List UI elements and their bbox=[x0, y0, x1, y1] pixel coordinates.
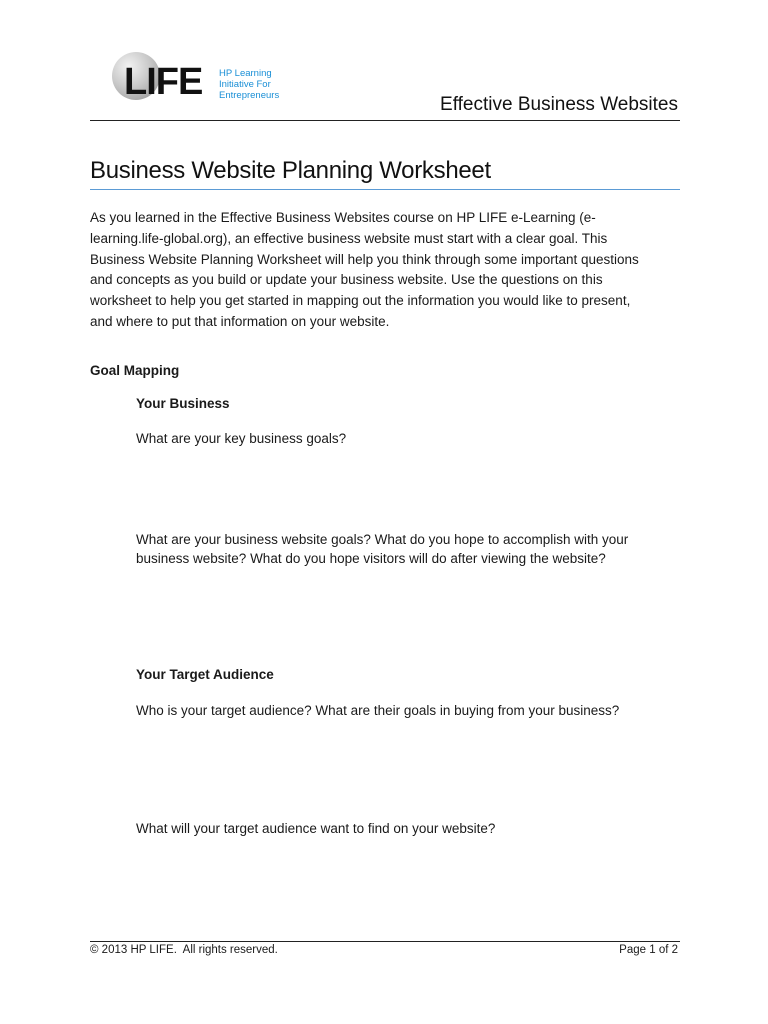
page-title: Business Website Planning Worksheet bbox=[90, 157, 491, 184]
question-key-business-goals bbox=[136, 429, 676, 448]
intro-line: and concepts as you build or update your business website. Use the questions on this bbox=[90, 272, 603, 288]
logo-tagline bbox=[219, 68, 299, 101]
subsection-heading-your-business: Your Business bbox=[136, 396, 230, 411]
logo-wordmark: LIFE bbox=[124, 61, 203, 103]
intro-line: worksheet to help you get started in mapping out the information you would like to present, bbox=[90, 293, 631, 309]
course-title: Effective Business Websites bbox=[440, 94, 678, 115]
question-line: What are your key business goals? bbox=[136, 431, 347, 446]
question-line: business website? What do you hope visitors will do after viewing the website? bbox=[136, 551, 606, 566]
subsection-heading-target-audience: Your Target Audience bbox=[136, 667, 274, 682]
intro-line: and where to put that information on your website. bbox=[90, 313, 390, 329]
intro-paragraph bbox=[90, 208, 680, 333]
question-line: Who is your target audience? What are their goals in buying from your business? bbox=[136, 703, 620, 718]
intro-line: learning.life-global.org), an effective business website must start with a clear goal. This bbox=[90, 230, 608, 246]
question-audience-wants bbox=[136, 819, 676, 838]
footer-page-number: Page 1 of 2 bbox=[619, 944, 678, 956]
footer-divider bbox=[90, 941, 680, 942]
intro-line: As you learned in the Effective Business Websites course on HP LIFE e-Learning (e- bbox=[90, 210, 596, 225]
hp-life-logo bbox=[108, 52, 308, 108]
question-line: What are your business website goals? What do you hope to accomplish with your bbox=[136, 532, 629, 547]
title-divider bbox=[90, 189, 680, 190]
question-line: What will your target audience want to find on your website? bbox=[136, 821, 496, 836]
question-target-audience bbox=[136, 701, 676, 720]
intro-line: Business Website Planning Worksheet will help you think through some important questions bbox=[90, 251, 639, 267]
logo-tagline-line: Entrepreneurs bbox=[219, 90, 280, 101]
question-website-goals bbox=[136, 530, 676, 568]
header-divider bbox=[90, 120, 680, 121]
footer-copyright: © 2013 HP LIFE. All rights reserved. bbox=[90, 944, 278, 956]
logo-tagline-line: Initiative For bbox=[219, 79, 271, 90]
section-heading-goal-mapping: Goal Mapping bbox=[90, 363, 180, 378]
logo-tagline-line: HP Learning bbox=[219, 68, 272, 79]
